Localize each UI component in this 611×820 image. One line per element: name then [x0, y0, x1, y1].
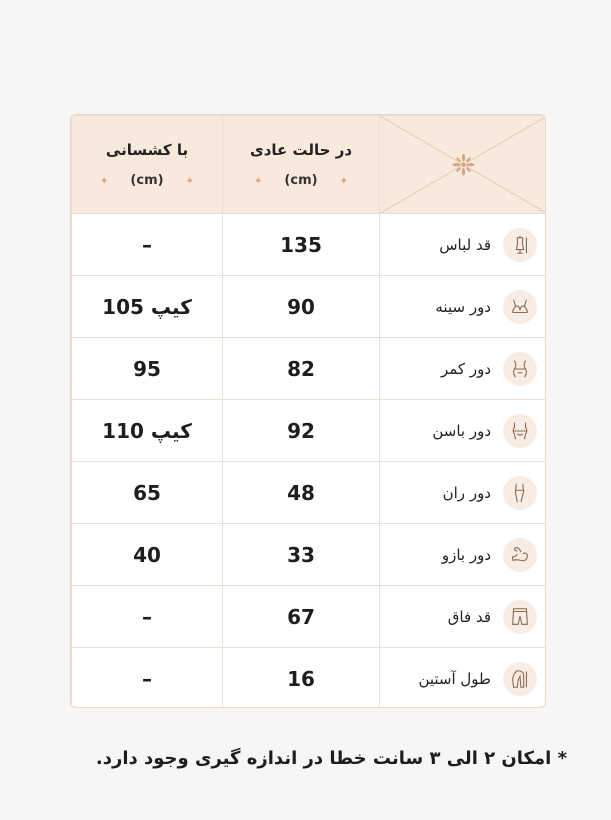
table-header-row — [72, 116, 547, 214]
stretch-value: 65 — [133, 480, 161, 505]
row-label: دور ران — [442, 483, 491, 502]
header-normal-unit: (cm) — [284, 173, 318, 189]
row-label: قد فاق — [447, 607, 491, 626]
table-row — [72, 648, 547, 708]
row-label: دور بازو — [441, 545, 491, 564]
row-label: طول آستین — [418, 669, 491, 688]
table-row — [72, 462, 547, 524]
normal-value: 16 — [287, 666, 315, 691]
header-stretch — [72, 116, 223, 214]
stretch-value: 40 — [133, 542, 161, 567]
normal-value: 92 — [287, 418, 315, 443]
bra-icon — [503, 290, 537, 324]
table-row — [72, 400, 547, 462]
sparkle-icon: ✦ — [254, 176, 263, 188]
normal-value: 67 — [287, 604, 315, 629]
table-row — [72, 524, 547, 586]
header-corner — [380, 116, 547, 214]
normal-value: 82 — [287, 356, 315, 381]
sparkle-icon: ✦ — [339, 176, 348, 188]
sparkle-icon: ✦ — [185, 176, 194, 188]
size-table-card — [70, 114, 546, 708]
row-label: دور باسن — [432, 421, 491, 440]
row-label: دور سینه — [435, 297, 491, 316]
header-normal-title: در حالت عادی — [249, 141, 353, 160]
shorts-icon — [503, 600, 537, 634]
row-label: قد لباس — [439, 235, 491, 254]
arm-icon — [503, 538, 537, 572]
row-label: دور کمر — [440, 359, 491, 378]
stretch-value: – — [142, 604, 152, 629]
stretch-value: 95 — [133, 356, 161, 381]
table-row — [72, 214, 547, 276]
header-stretch-title: با کشسانی — [105, 141, 189, 160]
table-row — [72, 338, 547, 400]
header-normal — [223, 116, 380, 214]
normal-value: 90 — [287, 294, 315, 319]
size-table — [71, 115, 546, 708]
normal-value: 48 — [287, 480, 315, 505]
header-stretch-unit: (cm) — [130, 173, 164, 189]
table-row — [72, 276, 547, 338]
diagonal-ornament-icon — [380, 116, 546, 213]
normal-value: 33 — [287, 542, 315, 567]
sleeve-icon — [503, 662, 537, 696]
stretch-value: 105 کیپ — [102, 294, 192, 319]
stretch-value: – — [142, 666, 152, 691]
hip-icon — [503, 414, 537, 448]
table-row — [72, 586, 547, 648]
thigh-icon — [503, 476, 537, 510]
waist-icon — [503, 352, 537, 386]
dress-form-icon — [503, 228, 537, 262]
stretch-value: 110 کیپ — [102, 418, 192, 443]
stretch-value: – — [142, 232, 152, 257]
footnote: * امکان ۲ الی ۳ سانت خطا در اندازه گیری وجود دارد. — [95, 748, 567, 769]
normal-value: 135 — [280, 232, 322, 257]
sparkle-icon: ✦ — [100, 176, 109, 188]
